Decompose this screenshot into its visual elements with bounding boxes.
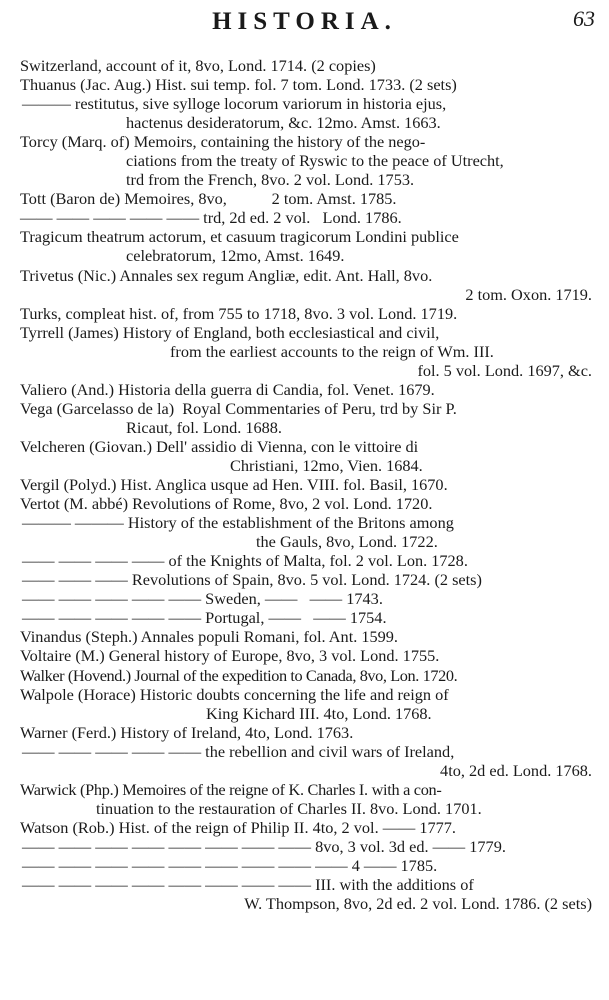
entry-line: —— —— —— —— —— Portugal, —— —— 1754. xyxy=(22,608,387,628)
running-title: HISTORIA. xyxy=(212,8,397,35)
entry-line: fol. 5 vol. Lond. 1697, &c. xyxy=(417,360,592,380)
entry-line: Tragicum theatrum actorum, et casuum tragicorum Londini publice xyxy=(20,227,459,247)
entry-line: Switzerland, account of it, 8vo, Lond. 1714. (2 copies) xyxy=(20,56,376,75)
entry-line: Vinandus (Steph.) Annales populi Romani, fol. Ant. 1599. xyxy=(20,627,398,647)
catalogue-entries xyxy=(20,56,596,913)
entry-line: Walker (Hovend.) Journal of the expedition to Canada, 8vo, Lon. 1720. xyxy=(20,665,458,685)
page-header xyxy=(0,6,609,42)
entry-line: the Gauls, 8vo, Lond. 1722. xyxy=(256,532,438,552)
entry-line: —— —— —— —— —— trd, 2d ed. 2 vol. Lond. 1786. xyxy=(20,208,402,228)
entry-line: —— —— —— —— —— Sweden, —— —— 1743. xyxy=(22,589,383,609)
entry-line: Voltaire (M.) General history of Europe, 8vo, 3 vol. Lond. 1755. xyxy=(20,646,440,666)
entry-line: Velcheren (Giovan.) Dell' assidio di Vienna, con le vittoire di xyxy=(20,436,419,456)
entry-line: Trivetus (Nic.) Annales sex regum Angliæ, edit. Ant. Hall, 8vo. xyxy=(20,265,433,285)
entry-line: Watson (Rob.) Hist. of the reign of Philip II. 4to, 2 vol. —— 1777. xyxy=(20,817,456,837)
entry-line: 2 tom. Oxon. 1719. xyxy=(465,284,592,304)
entry-line: —— —— —— Revolutions of Spain, 8vo. 5 vol. Lond. 1724. (2 sets) xyxy=(22,570,482,590)
entry-line: ciations from the treaty of Ryswic to the peace of Utrecht, xyxy=(126,151,504,171)
page-number: 63 xyxy=(573,6,595,31)
entry-line: —— —— —— —— —— the rebellion and civil wars of Ireland, xyxy=(22,741,455,761)
entry-line: —— —— —— —— —— —— —— —— —— 4 —— 1785. xyxy=(22,855,438,875)
entry-line: Vergil (Polyd.) Hist. Anglica usque ad Hen. VIII. fol. Basil, 1670. xyxy=(20,475,448,495)
entry-line: Tott (Baron de) Memoires, 8vo, 2 tom. Amst. 1785. xyxy=(20,189,397,209)
entry-line: W. Thompson, 8vo, 2d ed. 2 vol. Lond. 1786. (2 sets) xyxy=(244,894,592,914)
entry-line: ——— restitutus, sive sylloge locorum variorum in historia ejus, xyxy=(22,94,447,114)
entry-line: Christiani, 12mo, Vien. 1684. xyxy=(230,455,423,475)
entry-line: Warner (Ferd.) History of Ireland, 4to, Lond. 1763. xyxy=(20,722,354,742)
entry-line: Ricaut, fol. Lond. 1688. xyxy=(126,417,283,437)
entry-line: from the earliest accounts to the reign of Wm. III. xyxy=(170,341,494,361)
entry-line: hactenus desideratorum, &c. 12mo. Amst. 1663. xyxy=(126,113,441,133)
entry-line: 4to, 2d ed. Lond. 1768. xyxy=(440,760,592,780)
entry-line: Tyrrell (James) History of England, both ecclesiastical and civil, xyxy=(20,322,440,342)
entry-line: Warwick (Php.) Memoires of the reigne of K. Charles I. with a con- xyxy=(20,779,442,799)
entry-line: King Kichard III. 4to, Lond. 1768. xyxy=(206,703,432,723)
entry-line: Thuanus (Jac. Aug.) Hist. sui temp. fol. 7 tom. Lond. 1733. (2 sets) xyxy=(20,75,457,95)
entry-line: Vega (Garcelasso de la) Royal Commentaries of Peru, trd by Sir P. xyxy=(20,398,457,418)
entry-line: Walpole (Horace) Historic doubts concerning the life and reign of xyxy=(20,684,449,704)
entry-line: —— —— —— —— —— —— —— —— III. with the additions of xyxy=(22,875,474,895)
entry-line: Torcy (Marq. of) Memoirs, containing the history of the nego- xyxy=(20,132,426,152)
entry-line: Vertot (M. abbé) Revolutions of Rome, 8vo, 2 vol. Lond. 1720. xyxy=(20,494,433,514)
entry-line: tinuation to the restauration of Charles II. 8vo. Lond. 1701. xyxy=(96,798,482,818)
entry-line: trd from the French, 8vo. 2 vol. Lond. 1753. xyxy=(126,170,415,190)
entry-line: Turks, compleat hist. of, from 755 to 1718, 8vo. 3 vol. Lond. 1719. xyxy=(20,303,458,323)
entry-line: Valiero (And.) Historia della guerra di Candia, fol. Venet. 1679. xyxy=(20,379,435,399)
entry-line: celebratorum, 12mo, Amst. 1649. xyxy=(126,246,345,266)
entry-line: —— —— —— —— of the Knights of Malta, fol. 2 vol. Lon. 1728. xyxy=(22,551,468,571)
entry-line: ——— ——— History of the establishment of the Britons among xyxy=(22,513,454,533)
entry-line: —— —— —— —— —— —— —— —— 8vo, 3 vol. 3d ed. —— 1779. xyxy=(22,836,506,856)
